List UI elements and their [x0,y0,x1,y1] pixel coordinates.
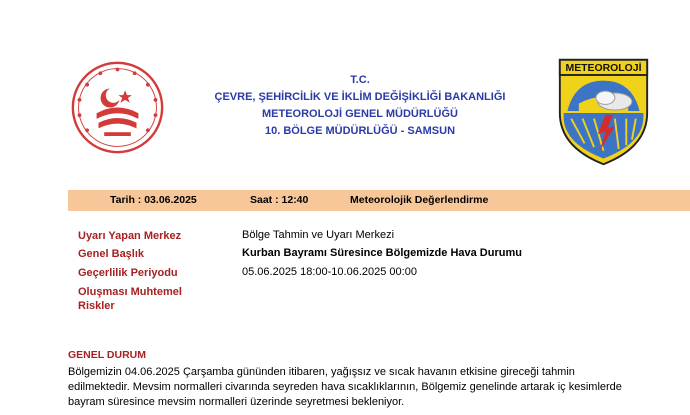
header-regional: 10. BÖLGE MÜDÜRLÜĞÜ - SAMSUN [264,125,456,137]
field-label: Uyarı Yapan Merkez [78,230,182,242]
header-directorate: METEOROLOJİ GENEL MÜDÜRLÜĞÜ [262,108,458,120]
time-label: Saat : 12:40 [250,194,309,206]
info-bar [68,190,690,211]
date-label: Tarih : 03.06.2025 [110,194,197,206]
ministry-header [175,72,545,140]
general-title: GENEL DURUM [68,349,146,361]
field-value: Bölge Tahmin ve Uyarı Merkezi [242,229,395,241]
general-text: Bölgemizin 04.06.2025 Çarşamba gününden itibaren, yağışsız ve sıcak havanın etkisine gireceği tahmin edilmektedir. Mevsim normalleri civarında seyreden hava sıcaklıklarının, Bölgemiz genelinde artarak iç kesimlerde bayram süresince mevsim normalleri üzerinde seyretmesi bekleniyor. [68,366,622,408]
field-label: Geçerlilik Periyodu [78,267,178,279]
field-label: Oluşması Muhtemel Riskler [78,286,182,312]
meteoroloji-shield-icon [556,56,651,168]
report-title: Meteorolojik Değerlendirme [350,194,489,206]
field-label: Genel Başlık [78,248,145,260]
svg-text:METEOROLOJİ: METEOROLOJİ [565,63,642,75]
field-value: Kurban Bayramı Süresince Bölgemizde Hava Durumu [242,247,522,259]
header-ministry: ÇEVRE, ŞEHİRCİLİK VE İKLİM DEĞİŞİKLİĞİ BAKANLIĞI [214,91,506,103]
header-tc: T.C. [350,74,370,86]
field-value: 05.06.2025 18:00-10.06.2025 00:00 [242,266,417,278]
ministry-emblem-icon [70,60,165,155]
